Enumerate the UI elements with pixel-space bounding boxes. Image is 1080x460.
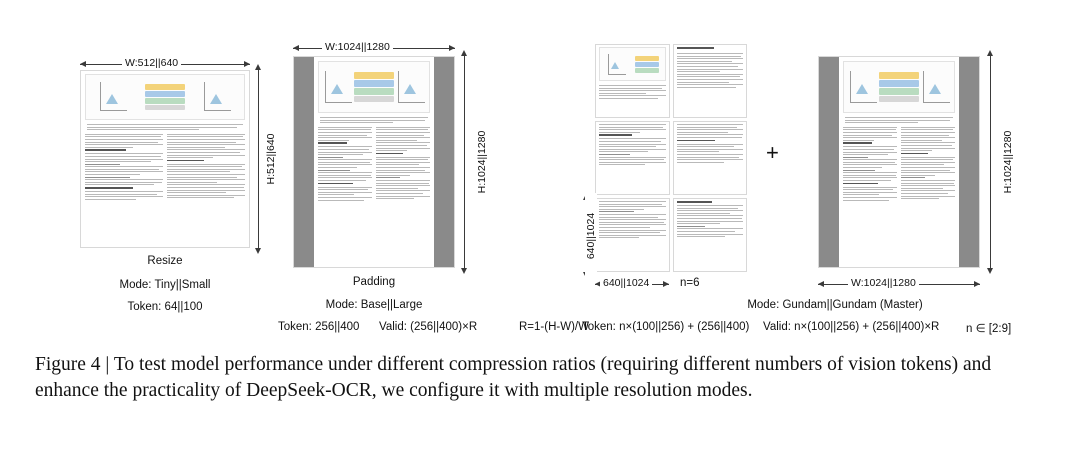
panel1-token-label: Token: 64||100	[127, 301, 203, 313]
panel3-valid-label: Valid: n×(100||256) + (256||400)×R	[763, 321, 940, 333]
panel3-global-width-arrow-left	[818, 281, 824, 287]
tile-2	[673, 44, 748, 118]
panel2-mode-label: Mode: Base||Large	[325, 299, 423, 311]
figure-caption-text: To test model performance under different compression ratios (requiring different numbers of vision tokens) and enhance the practicality of DeepSeek-OCR, we configure it with multiple resolution modes.	[35, 354, 992, 401]
document-thumbnail-base-large	[293, 56, 455, 268]
panel2-token-label: Token: 256||400	[278, 321, 360, 333]
panel2-valid-label: Valid: (256||400)×R	[379, 321, 478, 333]
panel3-range-label: n ∈ [2:9]	[966, 323, 1012, 335]
panel1-width-label: W:512||640	[122, 57, 181, 69]
panel3-tile-height-label: 640||1024	[585, 193, 597, 279]
panel2-height-label: H:1024||1280	[476, 112, 488, 212]
panel3-tile-width-arrow-right	[663, 281, 669, 287]
panel1-height-dim-line	[258, 70, 259, 248]
panel3-token-label: Token: n×(100||256) + (256||400)	[582, 321, 750, 333]
panel2-height-arrow-down	[461, 268, 467, 274]
figure-caption	[35, 352, 1045, 404]
panel3-global-width-arrow-right	[974, 281, 980, 287]
tile-4	[673, 121, 748, 195]
panel3-global-width-label: W:1024||1280	[848, 277, 919, 289]
plus-sign: +	[766, 140, 779, 165]
document-thumbnail-tiny-small	[80, 70, 250, 248]
tile-grid	[595, 44, 747, 272]
panel1-width-arrow-left	[80, 61, 86, 67]
panel1-height-arrow-down	[255, 248, 261, 254]
tile-3	[595, 121, 670, 195]
panel1-height-arrow-up	[255, 64, 261, 70]
padding-bar-left-global	[819, 57, 839, 267]
panel1-mode-label: Mode: Tiny||Small	[119, 279, 211, 291]
padding-bar-right	[434, 57, 454, 267]
panel2-width-arrow-left	[293, 45, 299, 51]
panel3-global-height-arrow-up	[987, 50, 993, 56]
panel2-height-dim-line	[464, 56, 465, 268]
tile-6	[673, 198, 748, 272]
panel2-method-label: Padding	[352, 276, 396, 288]
figure-caption-prefix: Figure 4 |	[35, 354, 114, 375]
panel3-tile-count-label: n=6	[680, 277, 700, 289]
panel2-height-arrow-up	[461, 50, 467, 56]
panel1-width-arrow-right	[244, 61, 250, 67]
panel3-global-height-label: H:1024||1280	[1002, 112, 1014, 212]
padding-bar-right-global	[959, 57, 979, 267]
tile-5	[595, 198, 670, 272]
document-thumbnail-gundam-global	[818, 56, 980, 268]
tile-1	[595, 44, 670, 118]
panel3-tile-width-label: 640||1024	[600, 277, 652, 289]
panel3-mode-label: Mode: Gundam||Gundam (Master)	[747, 299, 923, 311]
panel3-global-height-dim-line	[990, 56, 991, 268]
panel2-ratio-label: R=1-(H-W)/W	[519, 321, 589, 333]
panel2-width-label: W:1024||1280	[322, 41, 393, 53]
panel1-height-label: H:512||640	[265, 116, 277, 202]
panel1-method-label: Resize	[147, 255, 183, 267]
panel3-global-height-arrow-down	[987, 268, 993, 274]
panel2-width-arrow-right	[449, 45, 455, 51]
padding-bar-left	[294, 57, 314, 267]
